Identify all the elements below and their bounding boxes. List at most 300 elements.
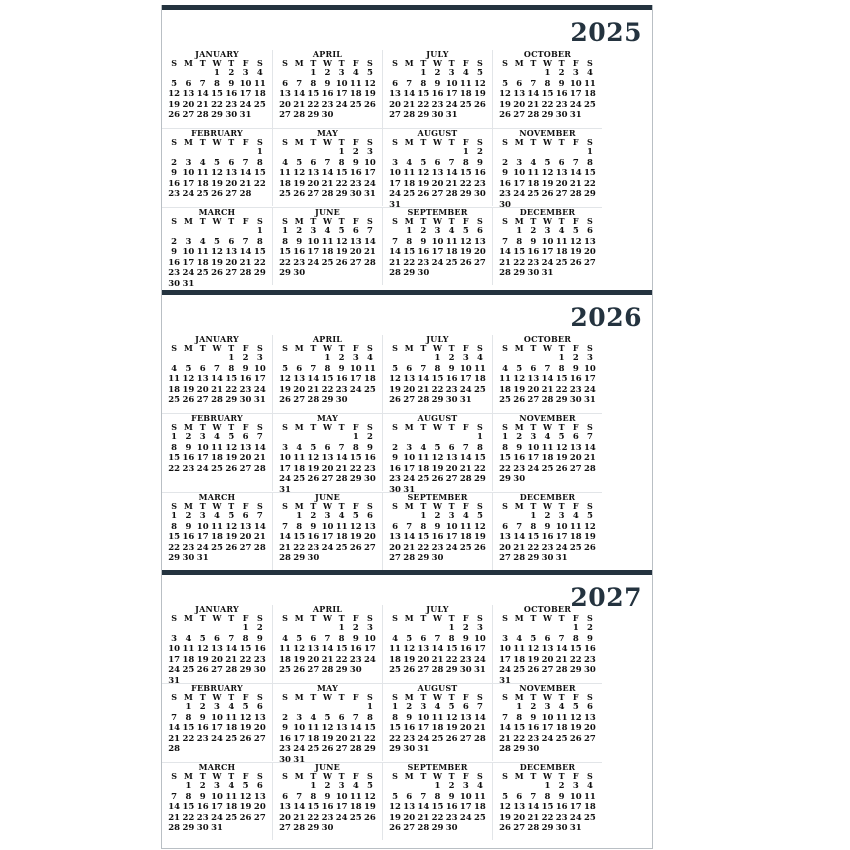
day-number: 29 bbox=[335, 189, 348, 199]
day-number: 31 bbox=[182, 278, 195, 289]
day-number: 20 bbox=[389, 99, 401, 110]
weekday-label: S bbox=[392, 771, 398, 781]
day-number: 17 bbox=[555, 532, 568, 542]
weekday-label: T bbox=[558, 613, 565, 623]
day-number: 30 bbox=[389, 484, 401, 495]
day-grid bbox=[167, 423, 267, 474]
weekday-label: S bbox=[587, 58, 593, 68]
day-number: 24 bbox=[459, 812, 472, 823]
day-number: 10 bbox=[431, 236, 444, 247]
day-number: 18 bbox=[584, 802, 596, 812]
day-number: 18 bbox=[569, 532, 582, 542]
month-name: JANUARY bbox=[195, 49, 239, 59]
month-april-2025 bbox=[272, 50, 382, 128]
weekday-label: S bbox=[477, 422, 483, 432]
empty-day bbox=[292, 68, 306, 79]
day-number: 30 bbox=[445, 395, 458, 405]
day-number: 21 bbox=[239, 178, 252, 189]
day-number: 14 bbox=[253, 521, 266, 532]
day-number: 31 bbox=[239, 110, 252, 120]
month-name: SEPTEMBER bbox=[407, 762, 468, 772]
day-number: 21 bbox=[253, 532, 266, 542]
day-number: 14 bbox=[417, 802, 430, 812]
day-number: 21 bbox=[417, 384, 430, 395]
day-number: 6 bbox=[434, 157, 441, 168]
day-number: 31 bbox=[569, 110, 582, 120]
month-october-2025 bbox=[492, 50, 602, 128]
day-number: 31 bbox=[445, 110, 458, 120]
weekday-label: T bbox=[530, 422, 537, 432]
day-number: 23 bbox=[541, 542, 554, 553]
day-number: 25 bbox=[459, 99, 472, 110]
day-number: 31 bbox=[555, 553, 568, 563]
day-number: 30 bbox=[431, 110, 444, 120]
weekday-label: T bbox=[530, 216, 537, 226]
day-number: 10 bbox=[279, 453, 291, 463]
weekday-label: S bbox=[367, 692, 373, 702]
day-number: 14 bbox=[527, 89, 540, 99]
empty-day bbox=[320, 702, 334, 713]
weekday-label: F bbox=[462, 58, 469, 68]
day-number: 10 bbox=[321, 521, 334, 532]
weekday-label: M bbox=[404, 216, 414, 226]
day-number: 24 bbox=[279, 474, 291, 484]
day-number: 18 bbox=[196, 178, 209, 189]
day-number: 20 bbox=[225, 178, 238, 189]
day-number: 19 bbox=[364, 802, 376, 812]
empty-day bbox=[167, 68, 181, 79]
day-number: 25 bbox=[499, 395, 511, 405]
day-number: 17 bbox=[335, 89, 348, 99]
day-number: 11 bbox=[555, 712, 568, 723]
month-name: DECEMBER bbox=[519, 762, 576, 772]
day-number: 7 bbox=[544, 363, 551, 374]
day-number: 14 bbox=[445, 168, 458, 178]
year-title: 2027 bbox=[570, 583, 642, 612]
day-number: 19 bbox=[239, 723, 252, 733]
day-number: 15 bbox=[584, 168, 596, 178]
day-number: 28 bbox=[569, 189, 582, 199]
weekday-label: T bbox=[420, 58, 427, 68]
month-november-2027 bbox=[492, 683, 602, 761]
day-number: 4 bbox=[516, 633, 523, 644]
day-number: 23 bbox=[225, 99, 238, 110]
day-number: 2 bbox=[366, 432, 373, 442]
weekday-label: T bbox=[530, 771, 537, 781]
day-number: 4 bbox=[228, 781, 235, 791]
day-number: 12 bbox=[239, 791, 252, 802]
day-number: 25 bbox=[541, 463, 554, 474]
day-number: 28 bbox=[499, 268, 511, 278]
weekday-label: S bbox=[502, 216, 508, 226]
day-number: 27 bbox=[499, 553, 511, 563]
day-number: 25 bbox=[293, 474, 306, 484]
day-number: 30 bbox=[293, 268, 306, 278]
day-number: 12 bbox=[389, 802, 401, 812]
day-number: 27 bbox=[279, 110, 291, 120]
day-number: 11 bbox=[182, 644, 195, 654]
day-number: 29 bbox=[474, 474, 486, 484]
day-number: 17 bbox=[445, 532, 458, 542]
day-number: 9 bbox=[434, 78, 441, 89]
empty-day bbox=[388, 511, 402, 522]
day-number: 1 bbox=[324, 353, 331, 363]
empty-day bbox=[402, 623, 416, 634]
day-number: 12 bbox=[474, 78, 486, 89]
empty-day bbox=[445, 147, 459, 158]
day-number: 30 bbox=[431, 553, 444, 563]
year-band bbox=[162, 570, 652, 575]
day-number: 6 bbox=[406, 363, 413, 374]
weekday-label: T bbox=[199, 216, 206, 226]
day-number: 4 bbox=[462, 68, 469, 78]
day-number: 15 bbox=[253, 168, 266, 178]
weekday-label: T bbox=[558, 501, 565, 511]
weekday-label: T bbox=[228, 58, 235, 68]
weekday-label: S bbox=[171, 613, 178, 623]
day-number: 18 bbox=[253, 89, 266, 99]
day-number: 26 bbox=[349, 542, 362, 553]
day-number: 28 bbox=[389, 268, 401, 278]
day-number: 12 bbox=[211, 247, 223, 257]
day-number: 20 bbox=[403, 384, 416, 395]
weekday-label: W bbox=[212, 771, 222, 781]
day-number: 23 bbox=[196, 812, 209, 823]
empty-day bbox=[196, 623, 210, 634]
month-january-2026 bbox=[162, 335, 272, 413]
day-number: 29 bbox=[211, 110, 223, 120]
day-number: 8 bbox=[586, 157, 593, 168]
empty-day bbox=[540, 623, 554, 634]
empty-day bbox=[555, 147, 569, 158]
empty-day bbox=[402, 432, 416, 443]
weekday-label: S bbox=[367, 501, 373, 511]
weekday-label: T bbox=[199, 343, 206, 353]
day-number: 19 bbox=[474, 89, 486, 99]
day-number: 6 bbox=[392, 78, 399, 89]
month-name: JUNE bbox=[315, 492, 340, 502]
day-number: 26 bbox=[211, 189, 223, 199]
day-number: 17 bbox=[513, 178, 526, 189]
day-number: 21 bbox=[253, 453, 266, 463]
weekday-label: S bbox=[502, 422, 508, 432]
day-number: 19 bbox=[182, 384, 195, 395]
day-number: 9 bbox=[324, 791, 331, 802]
day-number: 4 bbox=[392, 633, 399, 644]
day-number: 11 bbox=[499, 374, 511, 384]
empty-day bbox=[306, 353, 320, 364]
day-number: 19 bbox=[474, 532, 486, 542]
day-number: 31 bbox=[569, 823, 582, 833]
day-number: 2 bbox=[171, 157, 178, 168]
weekday-label: W bbox=[212, 422, 222, 432]
day-number: 20 bbox=[389, 542, 401, 553]
day-number: 25 bbox=[584, 99, 596, 110]
day-number: 23 bbox=[335, 384, 348, 395]
day-number: 5 bbox=[242, 702, 249, 712]
day-number: 22 bbox=[335, 654, 348, 665]
day-number: 6 bbox=[586, 226, 593, 236]
day-number: 27 bbox=[239, 542, 252, 553]
day-number: 1 bbox=[516, 226, 523, 236]
weekday-label: F bbox=[242, 692, 249, 702]
day-number: 4 bbox=[199, 157, 206, 168]
day-number: 8 bbox=[310, 791, 317, 802]
day-number: 6 bbox=[462, 702, 469, 712]
day-number: 10 bbox=[459, 363, 472, 374]
empty-day bbox=[402, 68, 416, 79]
month-name: NOVEMBER bbox=[519, 128, 576, 138]
day-number: 28 bbox=[445, 189, 458, 199]
day-number: 12 bbox=[321, 723, 334, 733]
weekday-label: T bbox=[530, 343, 537, 353]
day-number: 21 bbox=[403, 99, 416, 110]
day-number: 2 bbox=[530, 226, 537, 236]
day-number: 29 bbox=[459, 189, 472, 199]
day-number: 26 bbox=[168, 110, 181, 120]
weekday-label: S bbox=[367, 613, 373, 623]
weekday-label: T bbox=[448, 137, 455, 147]
day-grid bbox=[388, 614, 487, 676]
day-number: 21 bbox=[225, 654, 238, 665]
day-number: 11 bbox=[225, 791, 238, 802]
day-number: 2 bbox=[476, 147, 483, 157]
day-number: 22 bbox=[513, 733, 526, 744]
day-number: 6 bbox=[256, 781, 263, 791]
weekday-label: S bbox=[171, 343, 178, 353]
day-number: 27 bbox=[225, 268, 238, 278]
day-number: 8 bbox=[448, 633, 455, 644]
day-number: 8 bbox=[366, 712, 373, 723]
weekday-label: M bbox=[514, 771, 524, 781]
day-number: 31 bbox=[499, 675, 511, 686]
day-number: 6 bbox=[586, 702, 593, 712]
day-grid bbox=[388, 423, 487, 495]
day-grid bbox=[498, 772, 597, 834]
day-number: 12 bbox=[168, 89, 181, 99]
weekday-label: S bbox=[256, 137, 263, 147]
day-number: 27 bbox=[279, 823, 291, 833]
day-number: 14 bbox=[403, 532, 416, 542]
day-number: 5 bbox=[214, 236, 220, 247]
day-number: 8 bbox=[338, 633, 345, 644]
day-number: 27 bbox=[364, 542, 376, 553]
weekday-label: S bbox=[171, 771, 178, 781]
day-number: 29 bbox=[555, 395, 568, 405]
day-number: 29 bbox=[513, 268, 526, 278]
day-grid bbox=[278, 772, 377, 834]
weekday-label: S bbox=[282, 613, 288, 623]
day-number: 17 bbox=[445, 89, 458, 99]
weekday-label: S bbox=[502, 692, 508, 702]
day-number: 5 bbox=[199, 633, 206, 644]
day-number: 10 bbox=[389, 168, 401, 178]
day-number: 23 bbox=[307, 542, 320, 553]
day-number: 28 bbox=[541, 395, 554, 405]
day-number: 17 bbox=[279, 463, 291, 474]
day-number: 29 bbox=[403, 268, 416, 278]
empty-day bbox=[430, 432, 444, 443]
day-number: 29 bbox=[445, 665, 458, 675]
day-number: 25 bbox=[569, 542, 582, 553]
day-number: 1 bbox=[171, 432, 178, 442]
weekday-label: F bbox=[242, 343, 249, 353]
day-number: 16 bbox=[196, 802, 209, 812]
month-name: MAY bbox=[317, 683, 338, 693]
day-number: 17 bbox=[569, 89, 582, 99]
day-number: 10 bbox=[349, 363, 362, 374]
day-number: 22 bbox=[513, 257, 526, 268]
day-number: 3 bbox=[256, 353, 263, 363]
day-number: 26 bbox=[499, 823, 511, 833]
day-number: 23 bbox=[417, 257, 430, 268]
day-number: 11 bbox=[431, 712, 444, 723]
empty-day bbox=[224, 226, 238, 237]
day-number: 15 bbox=[541, 802, 554, 812]
empty-day bbox=[181, 226, 195, 237]
day-number: 30 bbox=[321, 823, 334, 833]
weekday-label: F bbox=[572, 343, 579, 353]
month-april-2026 bbox=[272, 335, 382, 413]
day-number: 22 bbox=[417, 99, 430, 110]
year-title: 2026 bbox=[570, 303, 642, 332]
weekday-label: M bbox=[514, 692, 524, 702]
day-grid bbox=[167, 138, 267, 200]
day-number: 2 bbox=[558, 68, 565, 78]
day-number: 19 bbox=[239, 802, 252, 812]
day-number: 11 bbox=[349, 78, 362, 89]
day-number: 25 bbox=[349, 812, 362, 823]
day-number: 9 bbox=[199, 791, 206, 802]
weekday-label: W bbox=[323, 692, 332, 702]
weekday-label: M bbox=[514, 216, 524, 226]
day-number: 12 bbox=[417, 168, 430, 178]
day-number: 29 bbox=[527, 553, 540, 563]
weekday-label: S bbox=[282, 771, 288, 781]
day-number: 14 bbox=[293, 89, 306, 99]
day-number: 26 bbox=[182, 395, 195, 405]
day-number: 4 bbox=[214, 432, 220, 442]
day-number: 5 bbox=[296, 633, 303, 644]
weekday-label: F bbox=[352, 613, 359, 623]
day-number: 24 bbox=[335, 812, 348, 823]
day-number: 15 bbox=[555, 374, 568, 384]
day-number: 28 bbox=[279, 553, 291, 563]
weekday-label: S bbox=[587, 613, 593, 623]
day-number: 5 bbox=[242, 781, 249, 791]
day-number: 27 bbox=[417, 665, 430, 675]
day-grid bbox=[498, 502, 597, 564]
day-number: 17 bbox=[364, 168, 376, 178]
day-number: 22 bbox=[168, 463, 181, 474]
day-number: 28 bbox=[321, 189, 334, 199]
day-number: 6 bbox=[352, 226, 359, 236]
month-name: SEPTEMBER bbox=[407, 492, 468, 502]
day-number: 28 bbox=[253, 463, 266, 474]
weekday-label: F bbox=[352, 343, 359, 353]
day-number: 26 bbox=[403, 665, 416, 675]
day-number: 11 bbox=[584, 78, 596, 89]
day-number: 9 bbox=[366, 442, 373, 453]
day-number: 2 bbox=[448, 781, 455, 791]
day-number: 10 bbox=[168, 644, 181, 654]
day-number: 27 bbox=[253, 812, 266, 823]
day-number: 19 bbox=[569, 247, 582, 257]
day-number: 28 bbox=[403, 110, 416, 120]
day-grid bbox=[278, 693, 377, 765]
day-number: 25 bbox=[474, 812, 486, 823]
weekday-label: T bbox=[199, 771, 206, 781]
weekday-label: W bbox=[433, 613, 442, 623]
day-number: 29 bbox=[541, 110, 554, 120]
weekday-label: M bbox=[294, 137, 304, 147]
day-number: 3 bbox=[214, 702, 220, 712]
day-number: 26 bbox=[431, 474, 444, 484]
empty-day bbox=[167, 623, 181, 634]
day-number: 11 bbox=[459, 78, 472, 89]
day-number: 12 bbox=[499, 802, 511, 812]
day-number: 25 bbox=[321, 257, 334, 268]
day-number: 6 bbox=[530, 363, 537, 374]
day-number: 30 bbox=[307, 553, 320, 563]
empty-day bbox=[526, 68, 540, 79]
day-number: 26 bbox=[225, 542, 238, 553]
weekday-label: F bbox=[242, 58, 249, 68]
day-number: 30 bbox=[321, 110, 334, 120]
day-number: 21 bbox=[555, 654, 568, 665]
day-number: 20 bbox=[513, 812, 526, 823]
weekday-label: W bbox=[433, 501, 442, 511]
weekday-label: T bbox=[199, 692, 206, 702]
weekday-label: T bbox=[310, 137, 317, 147]
day-number: 13 bbox=[293, 374, 306, 384]
month-november-2025 bbox=[492, 128, 602, 210]
day-number: 24 bbox=[431, 257, 444, 268]
weekday-label: S bbox=[502, 343, 508, 353]
day-number: 15 bbox=[513, 247, 526, 257]
day-number: 14 bbox=[321, 168, 334, 178]
weekday-label: S bbox=[256, 216, 263, 226]
day-number: 26 bbox=[293, 665, 306, 675]
empty-day bbox=[292, 147, 306, 158]
day-number: 28 bbox=[584, 463, 596, 474]
day-number: 28 bbox=[168, 823, 181, 833]
day-number: 26 bbox=[541, 189, 554, 199]
day-number: 14 bbox=[239, 168, 252, 178]
day-number: 4 bbox=[228, 702, 235, 712]
weekday-label: M bbox=[514, 501, 524, 511]
day-number: 26 bbox=[225, 463, 238, 474]
day-number: 22 bbox=[445, 654, 458, 665]
day-number: 12 bbox=[196, 644, 209, 654]
day-number: 11 bbox=[541, 442, 554, 453]
empty-day bbox=[278, 702, 292, 713]
day-number: 17 bbox=[541, 247, 554, 257]
year-section-2025 bbox=[162, 5, 652, 290]
day-number: 5 bbox=[530, 633, 537, 644]
day-number: 7 bbox=[462, 442, 469, 453]
day-number: 26 bbox=[211, 268, 223, 278]
day-number: 17 bbox=[474, 644, 486, 654]
weekday-label: M bbox=[294, 216, 304, 226]
day-number: 3 bbox=[338, 68, 345, 78]
day-number: 7 bbox=[392, 236, 399, 247]
day-number: 23 bbox=[527, 733, 540, 744]
day-number: 2 bbox=[171, 236, 178, 247]
day-number: 5 bbox=[476, 511, 483, 521]
day-number: 19 bbox=[569, 723, 582, 733]
day-number: 31 bbox=[417, 744, 430, 754]
